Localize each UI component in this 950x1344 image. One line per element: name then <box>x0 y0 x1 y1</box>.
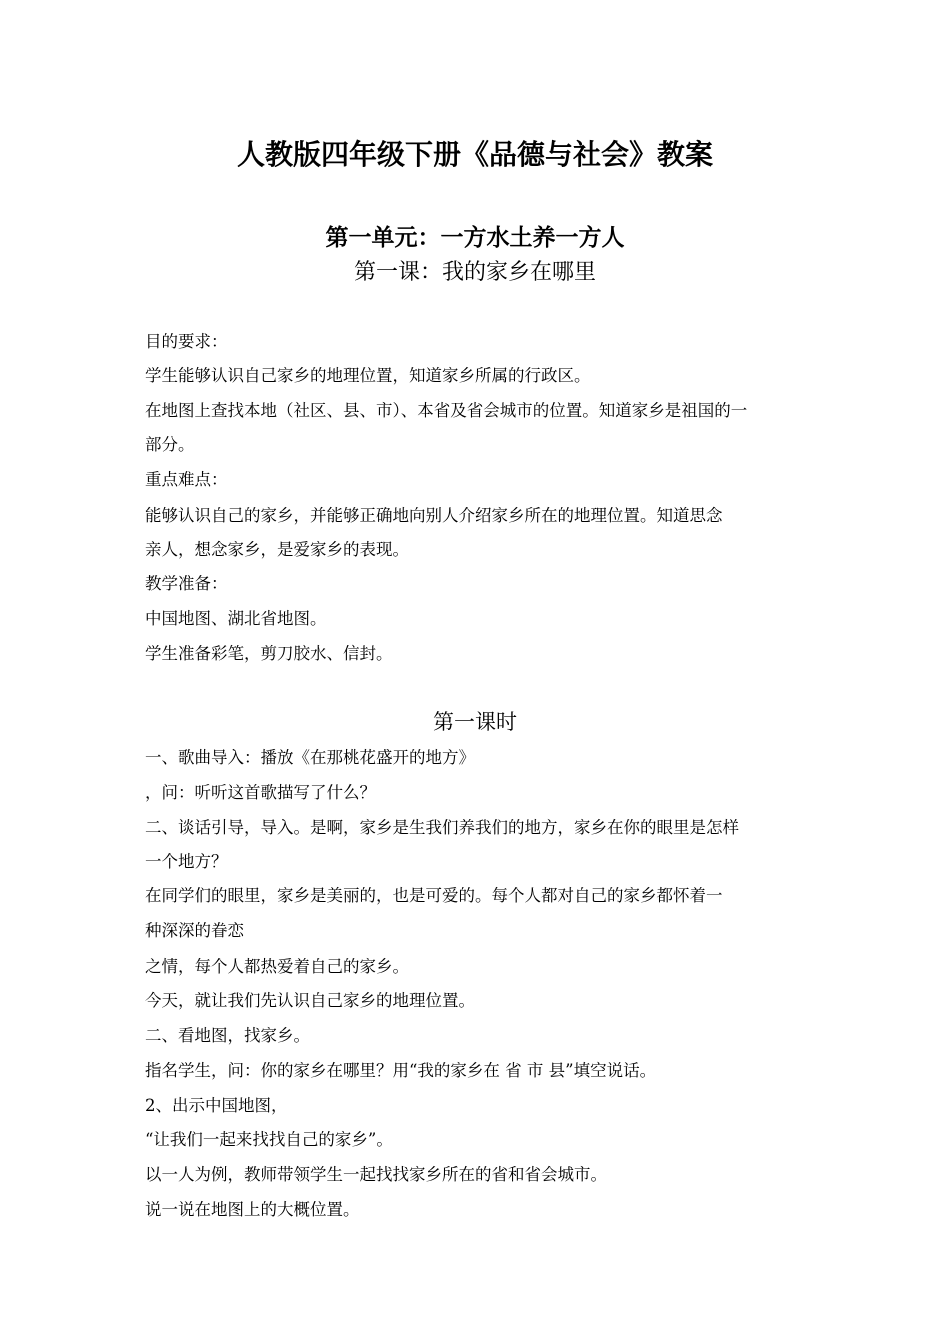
text-line: 中国地图、湖北省地图。 <box>145 609 327 628</box>
text-line: 在地图上查找本地（社区、县、市）、本省及省会城市的位置。知道家乡是祖国的一 <box>145 401 748 420</box>
text-line: 教学准备： <box>145 574 228 593</box>
text-line: 以一人为例，教师带领学生一起找找家乡所在的省和省会城市。 <box>145 1165 607 1184</box>
text-line: 学生准备彩笔，剪刀胶水、信封。 <box>145 644 393 663</box>
text-line: 指名学生，问：你的家乡在哪里？用“我的家乡在 省 市 县”填空说话。 <box>145 1061 657 1080</box>
text-line: 二、看地图，找家乡。 <box>145 1026 310 1045</box>
lesson-title: 第一课：我的家乡在哪里 <box>353 260 596 285</box>
text-line: 亲人，想念家乡，是爱家乡的表现。 <box>145 540 409 559</box>
text-line: 学生能够认识自己家乡的地理位置，知道家乡所属的行政区。 <box>145 366 591 385</box>
text-line: ，问：听听这首歌描写了什么？ <box>145 783 376 802</box>
text-line: 部分。 <box>145 435 195 454</box>
unit-title: 第一单元：一方水土养一方人 <box>325 225 625 251</box>
text-line: 一、歌曲导入：播放《在那桃花盛开的地方》 <box>145 748 475 767</box>
text-line: 二、谈话引导，导入。是啊，家乡是生我们养我们的地方，家乡在你的眼里是怎样 <box>145 818 739 837</box>
text-line: “让我们一起来找找自己的家乡”。 <box>145 1130 393 1149</box>
text-line: 今天，就让我们先认识自己家乡的地理位置。 <box>145 991 475 1010</box>
text-line: 之情，每个人都热爱着自己的家乡。 <box>145 957 409 976</box>
text-line: 种深深的眷恋 <box>145 921 244 940</box>
text-line: 目的要求： <box>145 332 228 351</box>
session-title: 第一课时 <box>433 710 517 734</box>
text-line: 重点难点： <box>145 470 228 489</box>
text-line: 说一说在地图上的大概位置。 <box>145 1200 360 1219</box>
text-line: 在同学们的眼里，家乡是美丽的，也是可爱的。每个人都对自己的家乡都怀着一 <box>145 886 723 905</box>
text-line: 能够认识自己的家乡，并能够正确地向别人介绍家乡所在的地理位置。知道思念 <box>145 506 723 525</box>
document-title: 人教版四年级下册《品德与社会》教案 <box>236 138 713 171</box>
text-line: 2、出示中国地图， <box>145 1096 288 1115</box>
text-line: 一个地方？ <box>145 852 228 871</box>
